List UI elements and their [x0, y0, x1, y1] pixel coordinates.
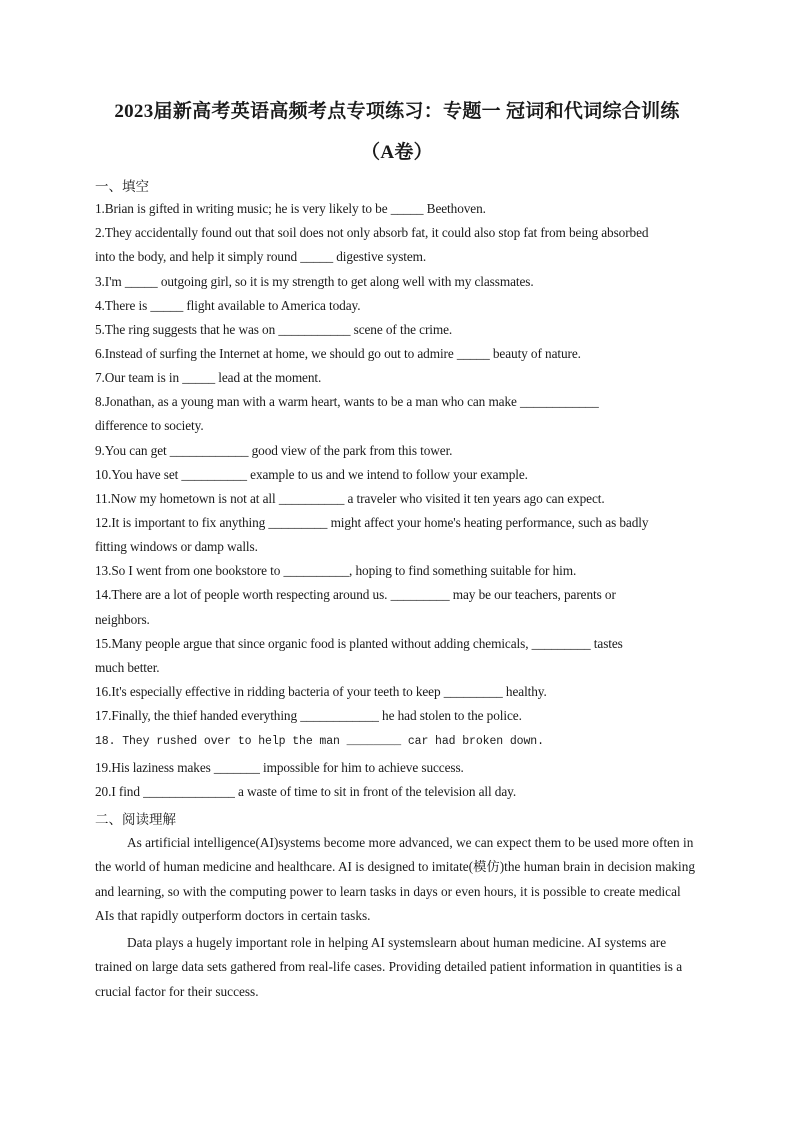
- section-heading-reading: 二、阅读理解: [95, 812, 176, 828]
- question-line: much better.: [95, 660, 160, 675]
- question-line: neighbors.: [95, 612, 150, 627]
- question-line: 5.The ring suggests that he was on ___________ scene of the crime.: [95, 322, 453, 337]
- question-line: 7.Our team is in _____ lead at the moment.: [95, 370, 322, 385]
- question-line: 9.You can get ____________ good view of the park from this tower.: [95, 443, 453, 458]
- question-line: 3.I'm _____ outgoing girl, so it is my strength to get along well with my classmates.: [95, 274, 534, 289]
- question-line: into the body, and help it simply round _____ digestive system.: [95, 249, 427, 264]
- question-line: 19.His laziness makes _______ impossible for him to achieve success.: [95, 760, 464, 775]
- question-line: 4.There is _____ flight available to America today.: [95, 298, 361, 313]
- reading-paragraph: As artificial intelligence(AI)systems become more advanced, we can expect them to be used more often in the world of human medicine and healthcare. AI is designed to imitate(模仿)the human brain in decision making and learning, so with the computing power to learn tasks in days or even hours, it is possible to create medical AIs that rapidly outperform doctors in certain tasks.: [95, 835, 696, 923]
- question-line: 15.Many people argue that since organic food is planted without adding chemicals, _________ tastes: [95, 636, 623, 651]
- question-line: 6.Instead of surfing the Internet at home, we should go out to admire _____ beauty of nature.: [95, 346, 581, 361]
- section-heading-fill-blanks: 一、填空: [95, 179, 149, 195]
- question-line: 20.I find ______________ a waste of time to sit in front of the television all day.: [95, 784, 517, 799]
- question-line: 17.Finally, the thief handed everything ____________ he had stolen to the police.: [95, 708, 522, 723]
- question-line: 14.There are a lot of people worth respecting around us. _________ may be our teachers, parents or: [95, 587, 616, 602]
- question-line: fitting windows or damp walls.: [95, 539, 258, 554]
- question-line: 10.You have set __________ example to us and we intend to follow your example.: [95, 467, 528, 482]
- reading-paragraph: Data plays a hugely important role in helping AI systemslearn about human medicine. AI systems are trained on large data sets gathered from real-life cases. Providing detailed patient information in quantities is a crucial factor for their success.: [95, 935, 683, 999]
- question-line: 12.It is important to fix anything _________ might affect your home's heating performance, such as badly: [95, 515, 649, 530]
- page-subtitle: （A卷）: [361, 142, 433, 163]
- question-line: difference to society.: [95, 418, 204, 433]
- question-line: 8.Jonathan, as a young man with a warm heart, wants to be a man who can make ____________: [95, 394, 599, 409]
- question-line: 11.Now my hometown is not at all __________ a traveler who visited it ten years ago can expect.: [95, 491, 605, 506]
- question-line: 18. They rushed over to help the man ________ car had broken down.: [95, 735, 544, 748]
- question-line: 2.They accidentally found out that soil does not only absorb fat, it could also stop fat from being absorbed: [95, 225, 649, 240]
- question-line: 1.Brian is gifted in writing music; he is very likely to be _____ Beethoven.: [95, 201, 486, 216]
- question-line: 13.So I went from one bookstore to __________, hoping to find something suitable for him.: [95, 563, 577, 578]
- question-line: 16.It's especially effective in ridding bacteria of your teeth to keep _________ healthy.: [95, 684, 547, 699]
- page-title: 2023届新高考英语高频考点专项练习：专题一 冠词和代词综合训练: [114, 101, 680, 122]
